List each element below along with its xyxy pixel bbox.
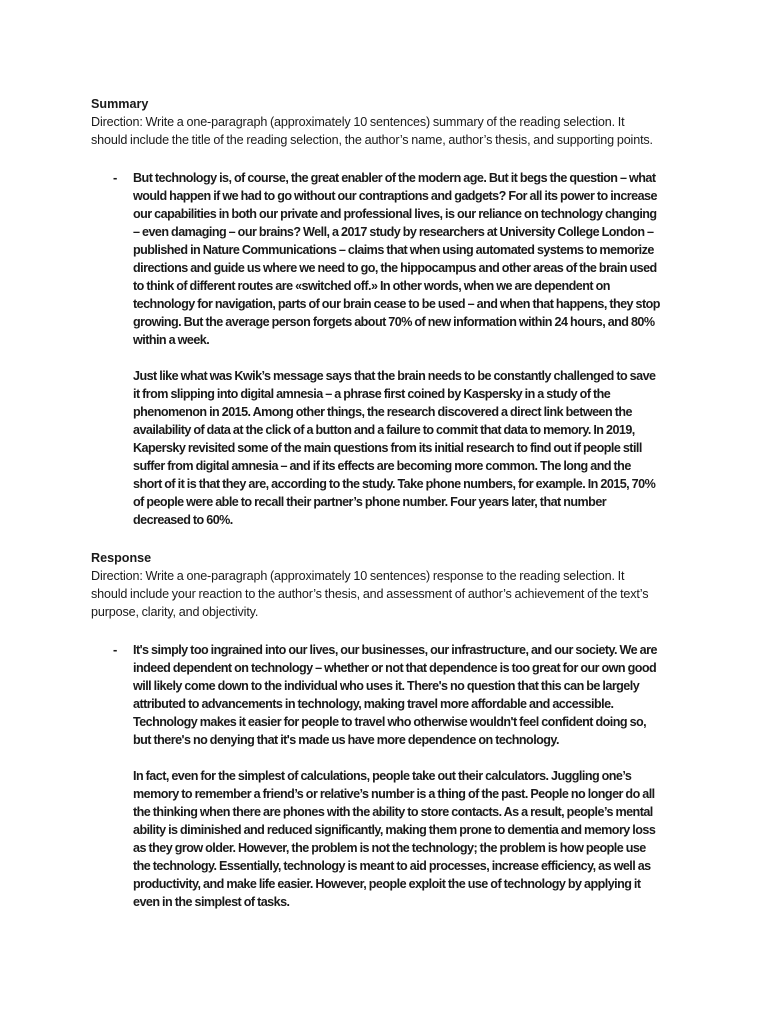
- summary-bullet-marker: -: [113, 170, 118, 185]
- response-heading: Response: [91, 551, 152, 565]
- response-section: [91, 549, 663, 911]
- summary-direction: Direction: Write a one-paragraph (approximately 10 sentences) summary of the reading selection. It should include the title of the reading selection, the author’s name, author’s thesis, and supporting points.: [91, 115, 653, 147]
- document-content: [91, 95, 663, 911]
- summary-body: [133, 169, 661, 529]
- summary-section: [91, 95, 663, 529]
- response-bullet-item: [113, 641, 663, 911]
- response-direction: Direction: Write a one-paragraph (approximately 10 sentences) response to the reading selection. It should include your reaction to the author’s thesis, and assessment of author’s achievement of the text’s purpose, clarity, and objectivity.: [91, 569, 649, 619]
- summary-paragraph-1: But technology is, of course, the great enabler of the modern age. But it begs the question – what would happen if we had to go without our contraptions and gadgets? For all its power to increase our capabilities in both our private and professional lives, is our reliance on technology changing – even damaging – our brains? Well, a 2017 study by researchers at University College London – published in Nature Communications – claims that when using automated systems to memorize directions and guide us where we need to go, the hippocampus and other areas of the brain used to think of different routes are «switched off.» In other words, when we are dependent on technology for navigation, parts of our brain cease to be used – and when that happens, they stop growing. But the average person forgets about 70% of new information within 24 hours, and 80% within a week.: [133, 171, 660, 347]
- summary-bullet-item: [113, 169, 663, 529]
- response-paragraph-1: It's simply too ingrained into our lives, our businesses, our infrastructure, and our society. We are indeed dependent on technology – whether or not that dependence is too great for our own good will likely come down to the individual who uses it. There's no question that this can be largely attributed to advancements in technology, making travel more affordable and accessible. Technology makes it easier for people to travel who otherwise wouldn't feel confident doing so, but there's no denying that it's made us have more dependence on technology.: [133, 643, 657, 747]
- section-spacer: [91, 529, 663, 549]
- summary-heading: Summary: [91, 97, 149, 111]
- response-body: [133, 641, 661, 911]
- response-paragraph-2: In fact, even for the simplest of calculations, people take out their calculators. Juggling one’s memory to remember a friend’s or relative’s number is a thing of the past. People no longer do all the thinking when there are phones with the ability to store contacts. As a result, people’s mental ability is diminished and reduced significantly, making them prone to dementia and memory loss as they grow older. However, the problem is not the technology; the problem is how people use the technology. Essentially, technology is meant to aid processes, increase efficiency, as well as productivity, and make life easier. However, people exploit the use of technology by applying it even in the simplest of tasks.: [133, 769, 656, 909]
- response-bullet-marker: -: [113, 642, 118, 657]
- summary-paragraph-2: Just like what was Kwik’s message says that the brain needs to be constantly challenged to save it from slipping into digital amnesia – a phrase first coined by Kaspersky in a study of the phenomenon in 2015. Among other things, the research discovered a direct link between the availability of data at the click of a button and a failure to commit that data to memory. In 2019, Kapersky revisited some of the main questions from its initial research to find out if people still suffer from digital amnesia – and if its effects are becoming more common. The long and the short of it is that they are, according to the study. Take phone numbers, for example. In 2015, 70% of people were able to recall their partner’s phone number. Four years later, that number decreased to 60%.: [133, 369, 656, 527]
